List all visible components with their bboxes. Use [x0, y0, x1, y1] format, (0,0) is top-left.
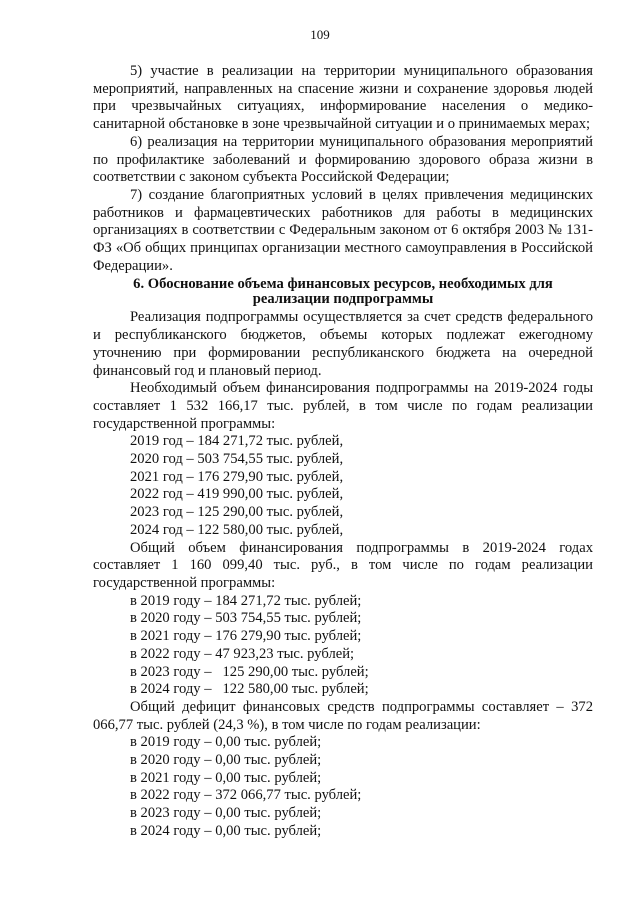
page-number: 109 [310, 27, 330, 42]
list-item: 2021 год – 176 279,90 тыс. рублей, [130, 468, 344, 485]
deficit-total-paragraph: Общий дефицит финансовых средств подпрограммы составляет – 372 066,77 тыс. рублей (24,3 %), в том числе по годам реализации: [93, 698, 593, 733]
deficit-years-list [93, 734, 593, 840]
paragraph-item-5: 5) участие в реализации на территории муниципального образования мероприятий, направленных на спасение жизни и сохранение здоровья людей при чрезвычайных ситуациях, информирование населения о медико-санитарной обстановке в зоне чрезвычайной ситуации и о принимаемых мерах; [93, 63, 593, 133]
general-total-paragraph: Общий объем финансирования подпрограммы в 2019-2024 годах составляет 1 160 099,40 тыс. руб., в том числе по годам реализации государственной программы: [93, 539, 593, 591]
section-heading: 6. Обоснование объема финансовых ресурсов, необходимых для реализации подпрограммы [133, 276, 553, 308]
list-item: в 2022 году – 47 923,23 тыс. рублей; [130, 645, 355, 662]
list-item: 2024 год – 122 580,00 тыс. рублей, [130, 521, 344, 538]
list-item: в 2021 году – 176 279,90 тыс. рублей; [130, 628, 362, 645]
list-item: в 2023 году – 0,00 тыс. рублей; [130, 805, 322, 822]
list-item: 2020 год – 503 754,55 тыс. рублей, [130, 451, 344, 468]
list-item: 2023 год – 125 290,00 тыс. рублей, [130, 504, 344, 521]
paragraph-item-7: 7) создание благоприятных условий в целях привлечения медицинских работников и фармацевтических работников для работы в медицинских организациях в соответствии с Федеральным законом от 6 октября 2003 № 131-ФЗ «Об общих принципах организации местного самоуправления в Российской Федерации». [93, 186, 593, 274]
list-item: 2022 год – 419 990,00 тыс. рублей, [130, 486, 344, 503]
list-item: в 2024 году – 0,00 тыс. рублей; [130, 822, 322, 839]
list-item: в 2019 году – 0,00 тыс. рублей; [130, 734, 322, 751]
list-item: в 2024 году – 122 580,00 тыс. рублей; [130, 681, 369, 698]
list-item: в 2020 году – 503 754,55 тыс. рублей; [130, 610, 362, 627]
general-years-list [93, 593, 593, 699]
required-total-paragraph: Необходимый объем финансирования подпрограммы на 2019-2024 годы составляет 1 532 166,17 тыс. рублей, в том числе по годам реализации государственной программы: [93, 380, 593, 432]
list-item: в 2020 году – 0,00 тыс. рублей; [130, 752, 322, 769]
list-item: в 2019 году – 184 271,72 тыс. рублей; [130, 592, 362, 609]
list-item: в 2023 году – 125 290,00 тыс. рублей; [130, 663, 369, 680]
paragraph-item-6: 6) реализация на территории муниципального образования мероприятий по профилактике заболеваний и формированию здорового образа жизни в соответствии с законом субъекта Российской Федерации; [93, 133, 593, 186]
list-item: в 2022 году – 372 066,77 тыс. рублей; [130, 787, 362, 804]
required-years-list [93, 433, 593, 539]
document-body [93, 63, 593, 841]
list-item: 2019 год – 184 271,72 тыс. рублей, [130, 433, 344, 450]
list-item: в 2021 году – 0,00 тыс. рублей; [130, 769, 322, 786]
intro-paragraph: Реализация подпрограммы осуществляется за счет средств федерального и республиканского бюджетов, объемы которых подлежат ежегодному уточнению при формировании республиканского бюджета на очередной финансовый год и плановый период. [93, 309, 593, 379]
